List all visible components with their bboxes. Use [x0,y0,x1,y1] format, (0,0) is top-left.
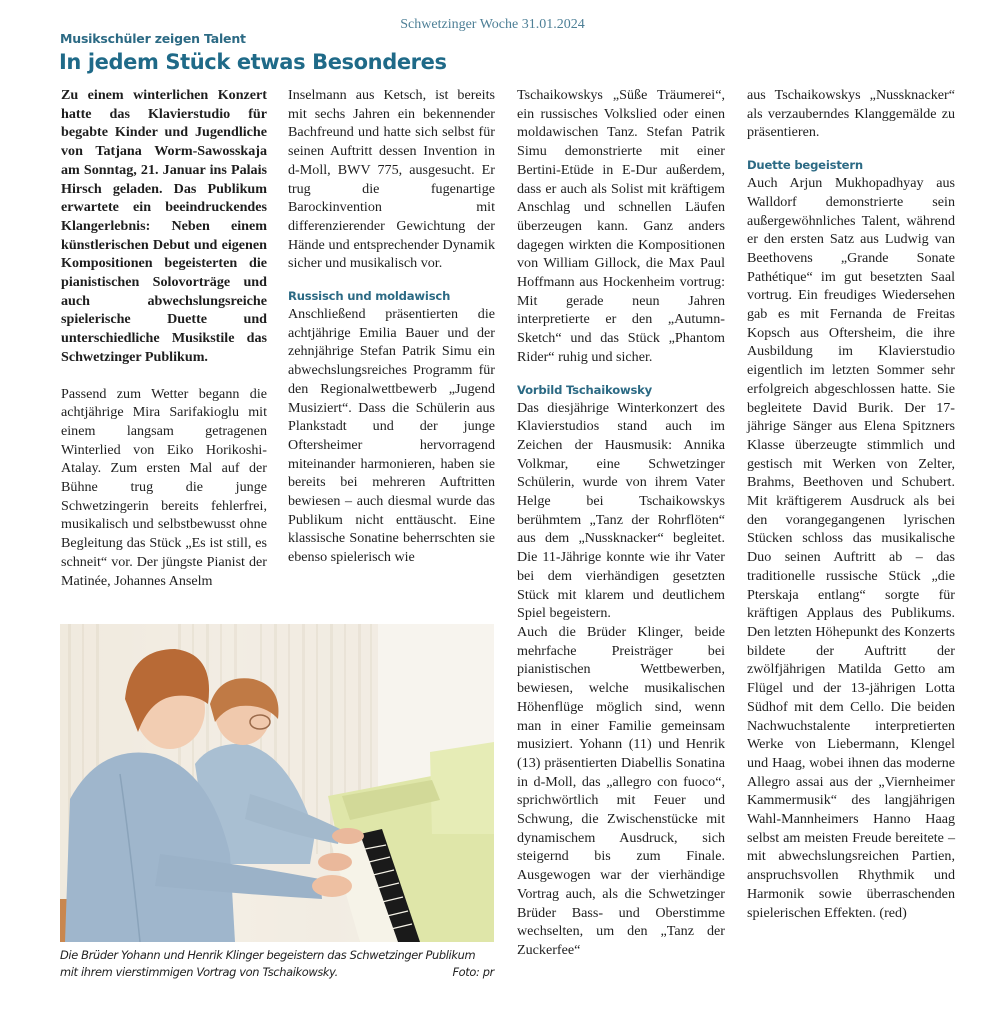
column-1 [61,86,267,590]
body-paragraph: Passend zum Wetter begann die achtjährige Mira Sarifakioglu mit einem langsam getragenen Winterlied von Eiko Horikoshi-Atalay. Zum ersten Mal auf der Bühne trug die junge Schwetzingerin bereits fehlerfrei, musikalisch und selbstbewusst ohne Begleitung das Stück „Es ist still, es schneit“ vor. Der jüngste Pianist der Matinée, Johannes Anselm [61,385,267,589]
body-paragraph: Das diesjährige Winterkonzert des Klavierstudios stand auch im Zeichen der Hausmusik: Annika Volkmar, eine Schwetzinger Schülerin, wurde von ihrem Vater Helge bei Tschaikowskys berühmtem „Tanz der Rohrflöten“ aus dem „Nussknacker“ begleitet. Die 11-Jährige konnte wie ihr Vater bei dem vierhändigen gesetzten Stück mit klarem und deutlichem Spiel begeistern. [517,399,725,622]
column-4 [747,86,955,922]
body-paragraph: Tschaikowskys „Süße Träumerei“, ein russisches Volkslied oder einen moldawischen Tanz. Stefan Patrik Simu demonstrierte mit einer Bertini-Etüde in E-Dur außerdem, dass er auch als Solist mit kräftigem Anschlag und schnellen Läufen überzeugen kann. Ganz anders dagegen wirkten die Kompositionen von William Gillock, die Max Paul Hoffmann aus Hockenheim vortrug: Mit gerade neun Jahren interpretierte er den „Autumn-Sketch“ und das Stück „Phantom Rider“ ruhig und sicher. [517,87,725,365]
article-lead: Zu einem winterlichen Konzert hatte das Klavierstudio für begabte Kinder und Jugendliche von Tatjana Worm-Sawosskaja am Sonntag, 21. Januar ins Palais Hirsch geladen. Das Publikum erwartete ein beeindruckendes Klangerlebnis: Neben einem künstlerischen Debut und eigenen Kompositionen begeisterten die pianistischen Solovorträge und auch abwechslungsreiche spielerische Duette und unterschiedliche Musikstile das Schwetzinger Publikum. [61,87,267,365]
subheading-duette: Duette begeistern [747,158,863,173]
article-kicker: Musikschüler zeigen Talent [60,31,246,46]
article-headline: In jedem Stück etwas Besonderes [59,50,447,74]
body-paragraph: Inselmann aus Ketsch, ist bereits mit sechs Jahren ein bekennender Bachfreund und hatte sich selbst für seinen Auftritt dessen Invention in d-Moll, BWV 775, ausgesucht. Er trug die fugenartige Barockinvention mit differenzierender Gewichtung der Hände und entsprechender Dynamik sicher und musikalisch vor. [288,87,495,272]
piano-brothers-illustration [60,624,494,942]
column-2 [288,86,495,567]
body-paragraph: Auch die Brüder Klinger, beide mehrfache Preisträger bei pianistischen Wettbewerben, bewiesen, welche musikalischen Höhenflüge möglich sind, wenn man in einer Familie gemeinsam musiziert. Yohann (11) und Henrik (13) präsentierten Diabellis Sonatina in d-Moll, das „allegro con fuoco“, sprichwörtlich mit Feuer und Schwung, die Zwischenstücke mit dynamischem Ausdruck, sich steigernd bis zum Finale. Ausgewogen war der vierhändige Vortrag auch, als die Schwetzinger Brüder Bass- und Oberstimme wechselten, um den „Tanz der Zuckerfee“ [517,623,725,958]
body-paragraph: aus Tschaikowskys „Nussknacker“ als verzauberndes Klanggemälde zu präsentieren. [747,87,955,141]
body-paragraph: Anschließend präsentierten die achtjährige Emilia Bauer und der zehnjährige Stefan Patrik Simu ein abwechslungsreiches Programm für den Regionalwettbewerb „Jugend Musiziert“. Dass die Schülerin aus Plankstadt und der junge Oftersheimer hervorragend miteinander harmonieren, haben sie bereits bei mehreren Auftritten bewiesen – auch diesmal wurde das Publikum nicht enttäuscht. Eine klassische Sonatine beherrschten sie ebenso spielerisch wie [288,306,495,566]
article-photo [60,624,494,942]
caption-line: mit ihrem vierstimmigen Vortrag von Tschaikowsky. [60,965,338,979]
column-3 [517,86,725,960]
subheading-russisch: Russisch und moldawisch [288,289,451,304]
caption-line: Die Brüder Yohann und Henrik Klinger begeistern das Schwetzinger Publikum [60,948,476,962]
body-paragraph: Auch Arjun Mukhopadhyay aus Walldorf demonstrierte sein außergewöhnliches Talent, während er den ersten Satz aus Ludwig van Beethovens „Grande Sonate Pathétique“ im gut besetzten Saal vortrug. Ein freudiges Wiedersehen gab es mit Fernanda de Freitas Kopsch aus Oftersheim, die ihre Ausbildung im Klavierstudio eigentlich im letzten Sommer sehr erfolgreich abgeschlossen hatte. Sie begleitete David Burik. Der 17-jährige Sänger aus Elena Spitzners Klasse überzeugte stimmlich und gestisch mit Werken von Zelter, Brahms, Beethoven und Schubert. Mit kräftigerem Ausdruck als bei den vorangegangenen lyrischen Stücken schloss das musikalische Duo seinen Auftritt ab – das traditionelle russische Stück „die Pterskaja entlang“ sorgte für kräftigen Applaus des Publikums. Den letzten Höhepunkt des Konzerts bildete der Auftritt der zwölfjährigen Matilda Getto am Flügel und der 13-jährigen Lotta Südhof mit dem Cello. Die beiden Nachwuchstalente interpretierten Werke von Liebermann, Klengel und Haag, wobei ihnen das moderne Allegro assai aus der „Viernheimer Kammermusik“ des langjährigen Wahl-Mannheimers Hanno Haag selbst am meisten Freude bereitete – mit abwechslungsreichen Partien, anspruchsvollen Rhythmik und Harmonik sowie überraschenden spielerischen Effekten. (red) [747,175,955,921]
newspaper-masthead: Schwetzinger Woche 31.01.2024 [400,17,585,32]
photo-credit: Foto: pr [452,965,494,979]
photo-caption [60,947,494,981]
subheading-tschaikowsky: Vorbild Tschaikowsky [517,382,653,397]
